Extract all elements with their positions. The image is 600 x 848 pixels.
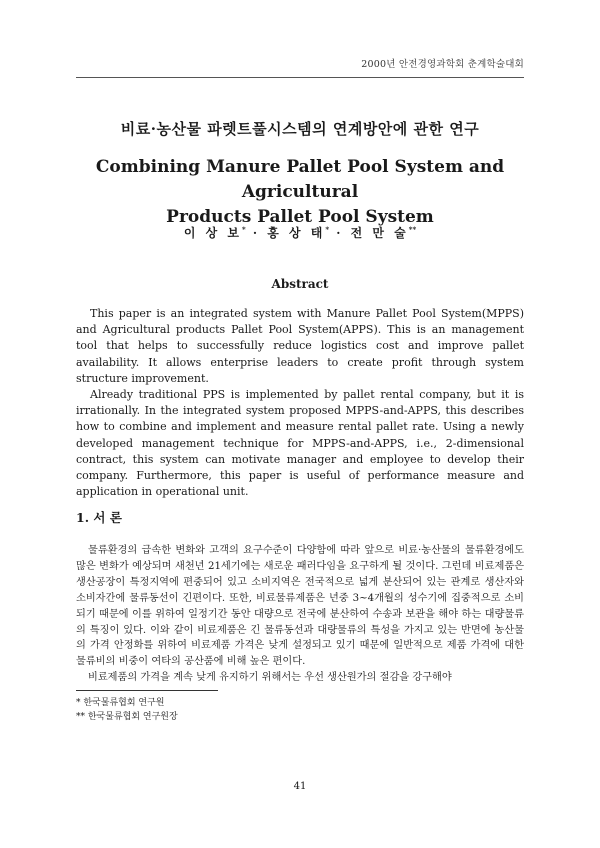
- running-header: 2000년 안전경영과학회 춘계학술대회: [361, 59, 524, 70]
- abstract-heading: Abstract: [271, 277, 329, 291]
- english-title: [60, 155, 540, 230]
- header-rule: [76, 77, 524, 78]
- body-paragraph: 비료제품의 가격을 계속 낮게 유지하기 위해서는 우선 생산원가의 절감을 강구해야: [88, 672, 452, 684]
- author-list: [0, 224, 600, 241]
- body-paragraph: 물류환경의 급속한 변화와 고객의 요구수준이 다양함에 따라 앞으로 비료·농산물의 물류환경에도 많은 변화가 예상되며 새천년 21세기에는 새로운 패러다임을 요구하게 될 것이다. 그런데 비료제품은 생산공장이 특정지역에 편중되어 있고 소비지역은 전국적으로 넓게 분산되어 있는 관계로 생산자와 소비자간에 물류동선이 긴편이다. 또한, 비료물류제품은 년중 3~4개월의 성수기에 집중적으로 소비되기 때문에 이를 위하여 일정기간 동안 대량으로 전국에 분산하여 수송과 보관을 해야 하는 대량물류의 특징이 있다. 이와 같이 비료제품은 긴 물류동선과 대량물류의 특성을 가지고 있는 반면에 농산물의 가격 안정화를 위하여 비료제품 가격은 낮게 설정되고 있기 때문에 일반적으로 제품 가격에 대한 물류비의 비중이 여타의 공산품에 비해 높은 편이다.: [76, 545, 524, 668]
- footnote: * 한국물류협회 연구원: [76, 698, 165, 708]
- abstract-paragraph: This paper is an integrated system with Manure Pallet Pool System(MPPS) and Agricultural products Pallet Pool System(APPS). This is an management tool that helps to successfully reduce logistics cost and improve pallet availability. It allows enterprise leaders to create profit through system structure improvement.: [76, 307, 524, 385]
- section-heading-introduction: 1. 서 론: [76, 510, 122, 525]
- introduction-body: [76, 543, 524, 686]
- page-number: 41: [293, 781, 307, 792]
- footnote-rule: [76, 690, 218, 691]
- korean-title: 비료·농산물 파렛트풀시스템의 연계방안에 관한 연구: [120, 120, 480, 138]
- author-affiliation-mark: *: [325, 225, 330, 234]
- abstract-paragraph: Already traditional PPS is implemented by pallet rental company, but it is irrationally. In the integrated system proposed MPPS-and-APPS, this describes how to combine and implement and measure rental pallet rate. Using a newly developed management technique for MPPS-and-APPS, i.e., 2-dimensional contract, this system can motivate manager and employee to develop their company. Furthermore, this paper is useful of performance measure and application in operational unit.: [76, 388, 524, 499]
- footnotes: [76, 696, 178, 724]
- footnote: ** 한국물류협회 연구원장: [76, 712, 178, 722]
- author-affiliation-mark: **: [408, 225, 417, 234]
- author-separator: ·: [252, 226, 261, 240]
- author-name: 홍 상 태: [267, 226, 326, 240]
- author-separator: ·: [336, 226, 344, 240]
- author-name: 이 상 보: [183, 226, 243, 240]
- abstract-body: [76, 306, 524, 500]
- author-affiliation-mark: *: [242, 225, 246, 234]
- author-name: 전 만 술: [350, 226, 409, 240]
- english-title-line-1: Combining Manure Pallet Pool System and Agricultural: [95, 157, 505, 202]
- english-title-line-2: Products Pallet Pool System: [166, 207, 434, 227]
